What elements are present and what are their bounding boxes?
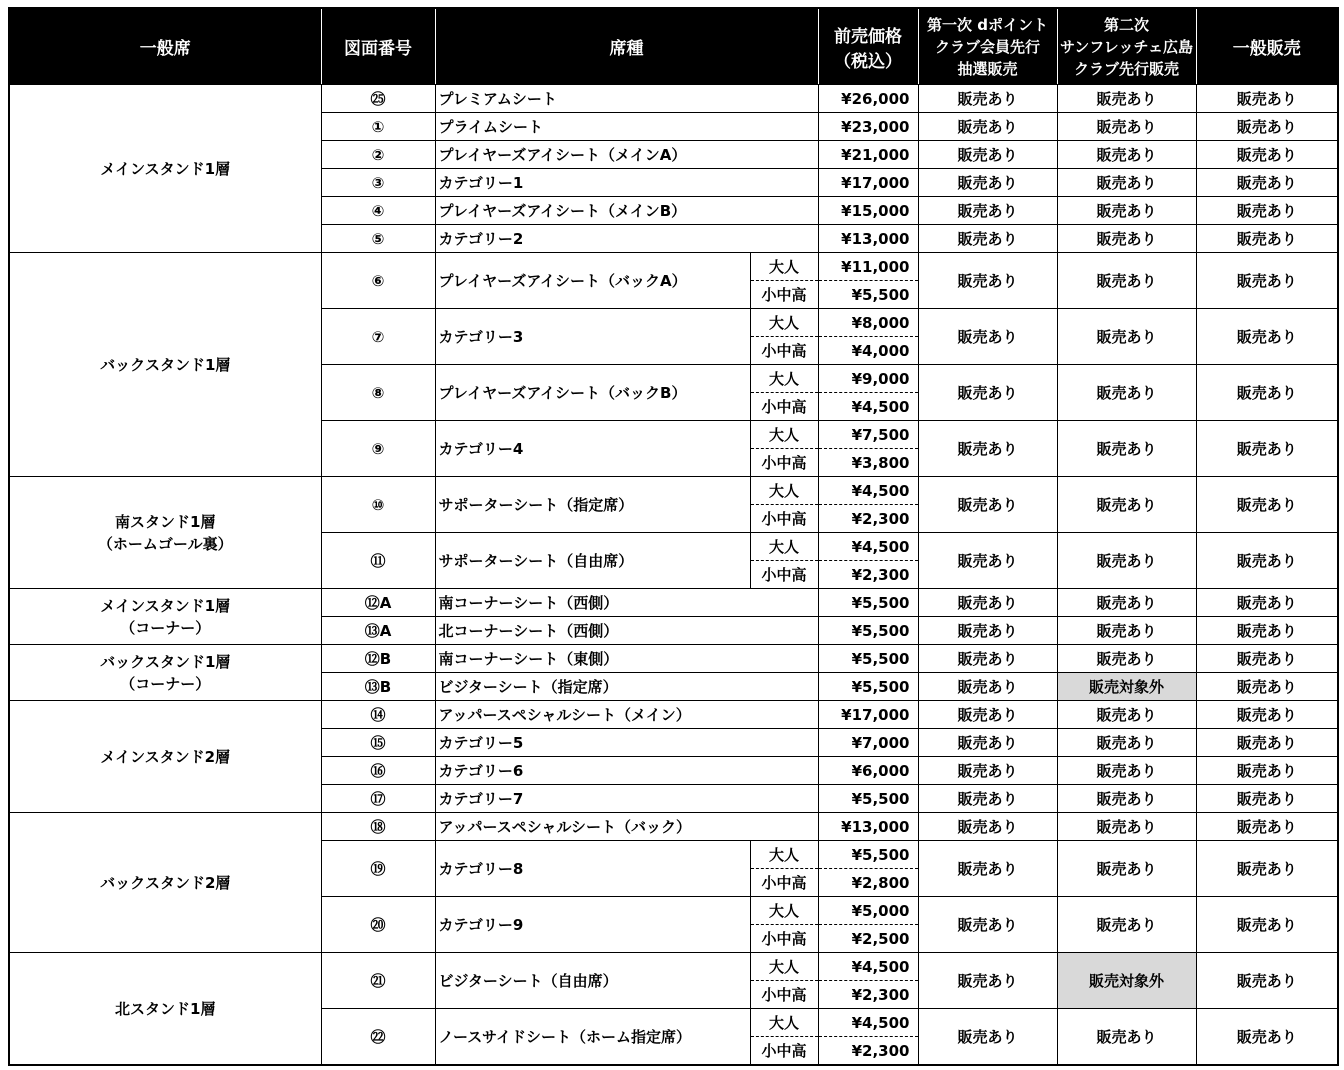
sale3-status: 販売あり — [1196, 533, 1338, 589]
age-label-adult: 大人 — [750, 365, 818, 393]
sale3-status: 販売あり — [1196, 589, 1338, 617]
table-row — [9, 477, 1338, 505]
seat-number: ① — [321, 113, 435, 141]
seat-type: ビジターシート（自由席） — [435, 953, 750, 1009]
sale1-status: 販売あり — [918, 169, 1057, 197]
sale2-status: 販売対象外 — [1057, 673, 1196, 701]
header-price-line2: （税込） — [834, 51, 902, 72]
sale2-status: 販売あり — [1057, 85, 1196, 113]
sale3-status: 販売あり — [1196, 673, 1338, 701]
seat-number: ⑱ — [321, 813, 435, 841]
area-label-line: メインスタンド1層 — [100, 596, 231, 615]
sale3-status: 販売あり — [1196, 85, 1338, 113]
table-body — [9, 85, 1338, 1066]
sale1-status: 販売あり — [918, 701, 1057, 729]
area-cell — [9, 813, 321, 953]
seat-type: プライムシート — [435, 113, 818, 141]
sale3-status: 販売あり — [1196, 813, 1338, 841]
price-adult: ¥4,500 — [818, 1009, 918, 1037]
sale1-status: 販売あり — [918, 841, 1057, 897]
seat-type: 南コーナーシート（東側） — [435, 645, 818, 673]
header-seat: 席種 — [435, 8, 818, 85]
area-label-line: （ホームゴール裏） — [97, 534, 233, 553]
table-row — [9, 953, 1338, 981]
price-child: ¥2,500 — [818, 925, 918, 953]
seat-number: ⑪ — [321, 533, 435, 589]
sale2-status: 販売あり — [1057, 785, 1196, 813]
seat-number: ⑳ — [321, 897, 435, 953]
price-child: ¥4,000 — [818, 337, 918, 365]
price: ¥15,000 — [818, 197, 918, 225]
seat-type: 南コーナーシート（西側） — [435, 589, 818, 617]
sale2-status: 販売あり — [1057, 141, 1196, 169]
price-adult: ¥11,000 — [818, 253, 918, 281]
price: ¥26,000 — [818, 85, 918, 113]
area-cell — [9, 477, 321, 589]
price: ¥5,500 — [818, 785, 918, 813]
age-label-adult: 大人 — [750, 841, 818, 869]
table-row — [9, 813, 1338, 841]
seat-type: カテゴリー2 — [435, 225, 818, 253]
sale3-status: 販売あり — [1196, 729, 1338, 757]
header-area: 一般席 — [9, 8, 321, 85]
seat-number: ⑬A — [321, 617, 435, 645]
seat-number: ⑰ — [321, 785, 435, 813]
seat-number: ㉑ — [321, 953, 435, 1009]
sale3-status: 販売あり — [1196, 365, 1338, 421]
table-row — [9, 589, 1338, 617]
seat-type: サポーターシート（指定席） — [435, 477, 750, 533]
seat-number: ② — [321, 141, 435, 169]
area-label-line: メインスタンド2層 — [100, 747, 231, 766]
sale3-status: 販売あり — [1196, 253, 1338, 309]
sale1-status: 販売あり — [918, 365, 1057, 421]
table-row — [9, 645, 1338, 673]
sale2-status: 販売あり — [1057, 1009, 1196, 1066]
sale2-status: 販売あり — [1057, 841, 1196, 897]
area-label-line: （コーナー） — [120, 674, 211, 693]
sale1-status: 販売あり — [918, 1009, 1057, 1066]
seat-type: ノースサイドシート（ホーム指定席） — [435, 1009, 750, 1066]
price-adult: ¥4,500 — [818, 533, 918, 561]
sale2-status: 販売あり — [1057, 421, 1196, 477]
seat-number: ⑨ — [321, 421, 435, 477]
price: ¥23,000 — [818, 113, 918, 141]
sale1-status: 販売あり — [918, 197, 1057, 225]
price-adult: ¥8,000 — [818, 309, 918, 337]
header-sale2 — [1057, 8, 1196, 85]
age-label-adult: 大人 — [750, 421, 818, 449]
sale2-status: 販売あり — [1057, 533, 1196, 589]
price-adult: ¥4,500 — [818, 477, 918, 505]
seat-type: カテゴリー6 — [435, 757, 818, 785]
price-child: ¥2,300 — [818, 981, 918, 1009]
age-label-child: 小中高 — [750, 869, 818, 897]
seat-number: ㉒ — [321, 1009, 435, 1066]
sale2-status: 販売あり — [1057, 645, 1196, 673]
sale2-status: 販売あり — [1057, 365, 1196, 421]
sale2-status: 販売あり — [1057, 169, 1196, 197]
seat-number: ⑲ — [321, 841, 435, 897]
seat-number: ③ — [321, 169, 435, 197]
age-label-child: 小中高 — [750, 505, 818, 533]
sale2-status: 販売あり — [1057, 477, 1196, 533]
seat-number: ㉕ — [321, 85, 435, 113]
age-label-adult: 大人 — [750, 1009, 818, 1037]
sale2-status: 販売あり — [1057, 113, 1196, 141]
price: ¥13,000 — [818, 813, 918, 841]
sale2-status: 販売あり — [1057, 701, 1196, 729]
area-cell — [9, 85, 321, 253]
sale1-status: 販売あり — [918, 85, 1057, 113]
price: ¥17,000 — [818, 701, 918, 729]
age-label-child: 小中高 — [750, 561, 818, 589]
seat-type: プレイヤーズアイシート（メインA） — [435, 141, 818, 169]
sale1-status: 販売あり — [918, 953, 1057, 1009]
seat-type: アッパースペシャルシート（メイン） — [435, 701, 818, 729]
seat-number: ⑩ — [321, 477, 435, 533]
sale1-status: 販売あり — [918, 253, 1057, 309]
seat-type: カテゴリー7 — [435, 785, 818, 813]
seat-number: ⑤ — [321, 225, 435, 253]
seat-type: アッパースペシャルシート（バック） — [435, 813, 818, 841]
seat-number: ④ — [321, 197, 435, 225]
sale2-status: 販売あり — [1057, 757, 1196, 785]
price-child: ¥2,800 — [818, 869, 918, 897]
header-sale1-line1: 第一次 dポイント — [927, 15, 1048, 34]
seat-number: ⑬B — [321, 673, 435, 701]
header-price — [818, 8, 918, 85]
age-label-child: 小中高 — [750, 281, 818, 309]
price: ¥17,000 — [818, 169, 918, 197]
age-label-child: 小中高 — [750, 449, 818, 477]
sale2-status: 販売あり — [1057, 225, 1196, 253]
sale3-status: 販売あり — [1196, 169, 1338, 197]
price: ¥6,000 — [818, 757, 918, 785]
seat-type: プレイヤーズアイシート（バックB） — [435, 365, 750, 421]
price-child: ¥2,300 — [818, 1037, 918, 1066]
seat-type: プレイヤーズアイシート（バックA） — [435, 253, 750, 309]
sale2-status: 販売あり — [1057, 729, 1196, 757]
seat-number: ⑮ — [321, 729, 435, 757]
area-label-line: 北スタンド1層 — [115, 999, 216, 1018]
sale3-status: 販売あり — [1196, 421, 1338, 477]
seat-number: ⑧ — [321, 365, 435, 421]
price-child: ¥2,300 — [818, 561, 918, 589]
seat-type: カテゴリー9 — [435, 897, 750, 953]
sale3-status: 販売あり — [1196, 785, 1338, 813]
area-cell — [9, 953, 321, 1066]
header-sale2-line1: 第二次 — [1103, 15, 1149, 34]
sale2-status: 販売あり — [1057, 309, 1196, 365]
price-child: ¥5,500 — [818, 281, 918, 309]
sale3-status: 販売あり — [1196, 197, 1338, 225]
sale1-status: 販売あり — [918, 113, 1057, 141]
price-child: ¥2,300 — [818, 505, 918, 533]
sale2-status: 販売対象外 — [1057, 953, 1196, 1009]
sale2-status: 販売あり — [1057, 897, 1196, 953]
age-label-adult: 大人 — [750, 533, 818, 561]
seat-number: ⑯ — [321, 757, 435, 785]
area-cell — [9, 645, 321, 701]
sale2-status: 販売あり — [1057, 813, 1196, 841]
sale3-status: 販売あり — [1196, 953, 1338, 1009]
price-child: ¥4,500 — [818, 393, 918, 421]
age-label-child: 小中高 — [750, 393, 818, 421]
sale2-status: 販売あり — [1057, 617, 1196, 645]
sale2-status: 販売あり — [1057, 197, 1196, 225]
sale2-status: 販売あり — [1057, 589, 1196, 617]
header-sale3: 一般販売 — [1196, 8, 1338, 85]
table-row — [9, 253, 1338, 281]
seat-number: ⑫B — [321, 645, 435, 673]
area-label-line: 南スタンド1層 — [115, 512, 216, 531]
sale3-status: 販売あり — [1196, 113, 1338, 141]
header-sale1-line2: クラブ会員先行 — [934, 37, 1040, 56]
seat-type: カテゴリー1 — [435, 169, 818, 197]
sale1-status: 販売あり — [918, 421, 1057, 477]
sale1-status: 販売あり — [918, 813, 1057, 841]
seat-type: カテゴリー8 — [435, 841, 750, 897]
sale1-status: 販売あり — [918, 533, 1057, 589]
seat-type: カテゴリー5 — [435, 729, 818, 757]
age-label-child: 小中高 — [750, 981, 818, 1009]
sale3-status: 販売あり — [1196, 309, 1338, 365]
sale1-status: 販売あり — [918, 141, 1057, 169]
table-row — [9, 85, 1338, 113]
sale1-status: 販売あり — [918, 785, 1057, 813]
sale3-status: 販売あり — [1196, 225, 1338, 253]
area-cell — [9, 701, 321, 813]
age-label-child: 小中高 — [750, 925, 818, 953]
price: ¥21,000 — [818, 141, 918, 169]
price: ¥13,000 — [818, 225, 918, 253]
price-adult: ¥4,500 — [818, 953, 918, 981]
age-label-adult: 大人 — [750, 897, 818, 925]
sale1-status: 販売あり — [918, 645, 1057, 673]
area-label-line: バックスタンド1層 — [100, 652, 231, 671]
header-price-line1: 前売価格 — [834, 26, 902, 47]
sale1-status: 販売あり — [918, 757, 1057, 785]
area-label-line: メインスタンド1層 — [100, 159, 231, 178]
sale1-status: 販売あり — [918, 477, 1057, 533]
price-adult: ¥5,500 — [818, 841, 918, 869]
age-label-child: 小中高 — [750, 1037, 818, 1066]
seat-type: ビジターシート（指定席） — [435, 673, 818, 701]
sale3-status: 販売あり — [1196, 757, 1338, 785]
area-cell — [9, 589, 321, 645]
header-sale1 — [918, 8, 1057, 85]
sale3-status: 販売あり — [1196, 477, 1338, 533]
price-adult: ¥5,000 — [818, 897, 918, 925]
seat-type: サポーターシート（自由席） — [435, 533, 750, 589]
sale1-status: 販売あり — [918, 897, 1057, 953]
ticket-price-table — [8, 7, 1339, 1066]
seat-number: ⑫A — [321, 589, 435, 617]
sale1-status: 販売あり — [918, 225, 1057, 253]
sale3-status: 販売あり — [1196, 141, 1338, 169]
seat-type: カテゴリー4 — [435, 421, 750, 477]
sale3-status: 販売あり — [1196, 645, 1338, 673]
sale3-status: 販売あり — [1196, 1009, 1338, 1066]
price: ¥7,000 — [818, 729, 918, 757]
seat-number: ⑦ — [321, 309, 435, 365]
seat-number: ⑭ — [321, 701, 435, 729]
header-number: 図面番号 — [321, 8, 435, 85]
seat-type: 北コーナーシート（西側） — [435, 617, 818, 645]
price: ¥5,500 — [818, 645, 918, 673]
header-sale2-line2: サンフレッチェ広島 — [1059, 37, 1194, 56]
price-adult: ¥9,000 — [818, 365, 918, 393]
seat-type: プレイヤーズアイシート（メインB） — [435, 197, 818, 225]
price-child: ¥3,800 — [818, 449, 918, 477]
sale1-status: 販売あり — [918, 673, 1057, 701]
sale1-status: 販売あり — [918, 589, 1057, 617]
area-label-line: （コーナー） — [120, 618, 211, 637]
table-header — [9, 8, 1338, 85]
header-sale1-line3: 抽選販売 — [957, 59, 1018, 78]
age-label-child: 小中高 — [750, 337, 818, 365]
area-label-line: バックスタンド2層 — [100, 873, 231, 892]
sale3-status: 販売あり — [1196, 897, 1338, 953]
age-label-adult: 大人 — [750, 309, 818, 337]
header-sale2-line3: クラブ先行販売 — [1073, 59, 1179, 78]
sale2-status: 販売あり — [1057, 253, 1196, 309]
seat-type: カテゴリー3 — [435, 309, 750, 365]
sale1-status: 販売あり — [918, 309, 1057, 365]
seat-type: プレミアムシート — [435, 85, 818, 113]
age-label-adult: 大人 — [750, 477, 818, 505]
price: ¥5,500 — [818, 673, 918, 701]
sale3-status: 販売あり — [1196, 701, 1338, 729]
area-cell — [9, 253, 321, 477]
sale3-status: 販売あり — [1196, 841, 1338, 897]
price: ¥5,500 — [818, 617, 918, 645]
price-adult: ¥7,500 — [818, 421, 918, 449]
age-label-adult: 大人 — [750, 253, 818, 281]
table-row — [9, 701, 1338, 729]
sale1-status: 販売あり — [918, 617, 1057, 645]
price: ¥5,500 — [818, 589, 918, 617]
age-label-adult: 大人 — [750, 953, 818, 981]
sale1-status: 販売あり — [918, 729, 1057, 757]
area-label-line: バックスタンド1層 — [100, 355, 231, 374]
sale3-status: 販売あり — [1196, 617, 1338, 645]
seat-number: ⑥ — [321, 253, 435, 309]
